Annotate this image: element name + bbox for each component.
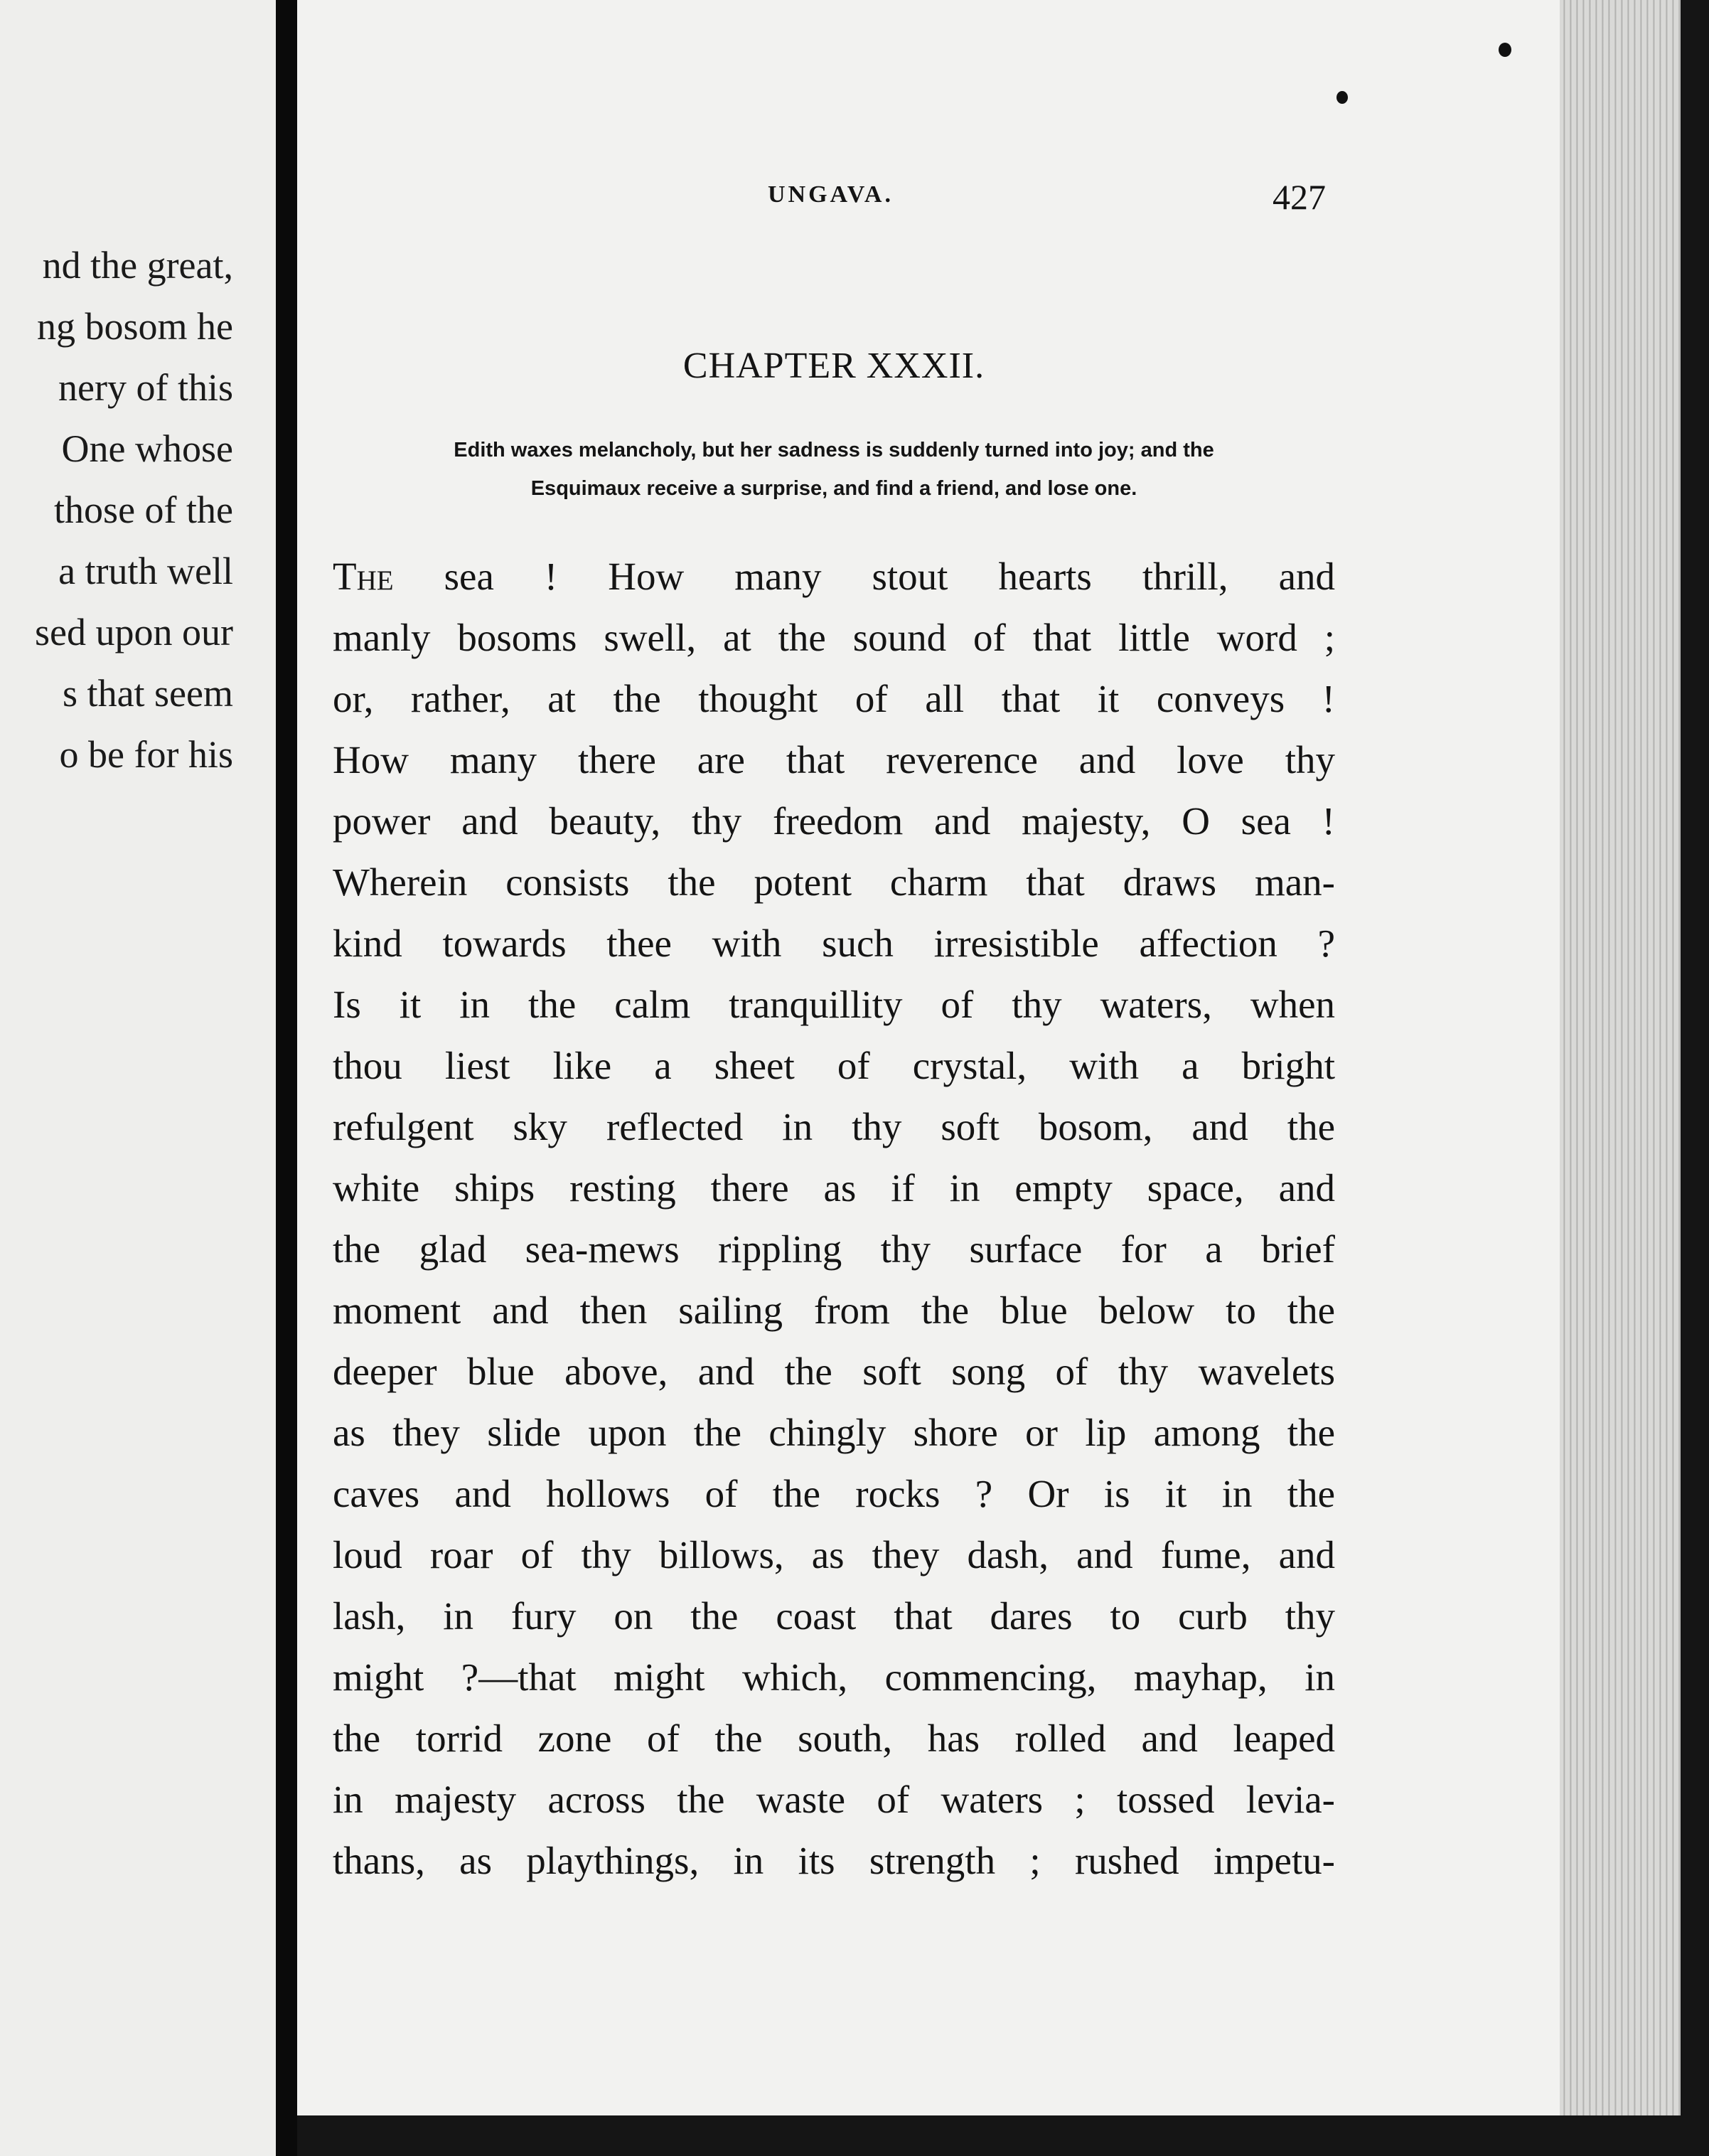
page-edges-shadow (1681, 0, 1709, 2156)
left-page-line: a truth well (58, 550, 233, 592)
body-line: thans, as playthings, in its strength ; rushed impetu- (333, 1839, 1335, 1882)
left-page-line: One whose (61, 427, 233, 470)
left-page-line: sed upon our (35, 611, 233, 653)
body-line: deeper blue above, and the soft song of thy wavelets (333, 1350, 1335, 1393)
left-page-text (0, 235, 233, 785)
body-line: thou liest like a sheet of crystal, with a bright (333, 1044, 1335, 1087)
chapter-summary-line: Edith waxes melancholy, but her sadness is suddenly turned into joy; and the (454, 439, 1214, 461)
body-line: Is it in the calm tranquillity of thy waters, when (333, 983, 1335, 1026)
first-line-text: sea ! How many stout hearts thrill, and (444, 555, 1336, 598)
opening-word: The (333, 555, 394, 598)
body-line: manly bosoms swell, at the sound of that little word ; (333, 616, 1335, 659)
body-line: as they slide upon the chingly shore or lip among the (333, 1411, 1335, 1454)
page-number: 427 (1273, 177, 1326, 217)
body-line: caves and hollows of the rocks ? Or is it in the (333, 1472, 1335, 1515)
body-line: the torrid zone of the south, has rolled and leaped (333, 1717, 1335, 1760)
left-page-line: s that seem (63, 672, 233, 715)
body-line: loud roar of thy billows, as they dash, and fume, and (333, 1533, 1335, 1576)
left-page (0, 0, 276, 2156)
page-edges (1560, 0, 1681, 2115)
ink-speck (1336, 91, 1348, 104)
body-line: refulgent sky reflected in thy soft bosom, and the (333, 1105, 1335, 1148)
body-line: kind towards thee with such irresistible affection ? (333, 922, 1335, 965)
left-page-line: o be for his (59, 733, 233, 776)
body-line: white ships resting there as if in empty space, and (333, 1166, 1335, 1210)
left-page-line: ng bosom he (37, 305, 233, 348)
chapter-summary-line: Esquimaux receive a surprise, and find a friend, and lose one. (530, 477, 1137, 500)
left-page-line: nd the great, (42, 244, 233, 287)
body-line: or, rather, at the thought of all that it conveys ! (333, 677, 1335, 720)
book-gutter (276, 0, 297, 2156)
body-line: might ?—that might which, commencing, mayhap, in (333, 1655, 1335, 1699)
body-line: Wherein consists the potent charm that draws man- (333, 860, 1335, 904)
body-text (333, 546, 1335, 1891)
left-page-line: nery of this (58, 366, 233, 409)
body-line: lash, in fury on the coast that dares to curb thy (333, 1594, 1335, 1638)
body-line: moment and then sailing from the blue below to the (333, 1288, 1335, 1332)
ink-speck (1499, 43, 1511, 57)
left-page-line: those of the (54, 489, 233, 531)
body-line: in majesty across the waste of waters ; tossed levia- (333, 1778, 1335, 1821)
body-line: power and beauty, thy freedom and majesty, O sea ! (333, 799, 1335, 843)
bottom-shadow (297, 2115, 1709, 2156)
body-line: the glad sea-mews rippling thy surface for a brief (333, 1227, 1335, 1271)
body-line: How many there are that reverence and love thy (333, 738, 1335, 781)
running-head: UNGAVA. (768, 181, 894, 208)
body-line-first (333, 546, 1335, 607)
chapter-summary (333, 431, 1335, 508)
chapter-title: CHAPTER XXXII. (682, 346, 985, 386)
